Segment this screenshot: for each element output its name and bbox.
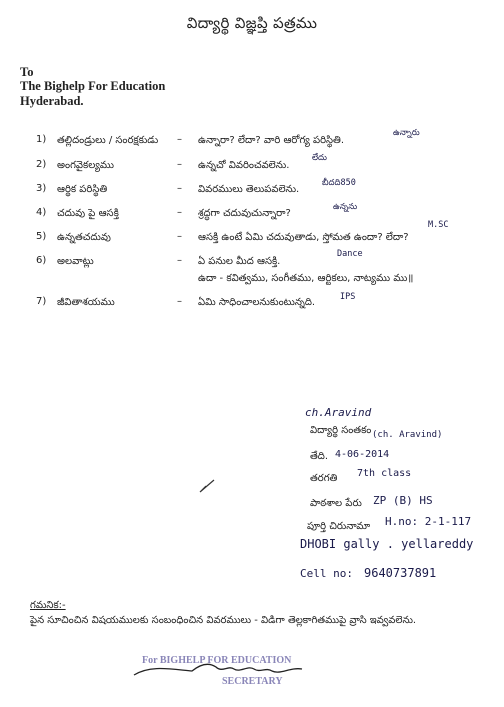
item-label: ఆర్థిక పరిస్థితి xyxy=(57,184,108,195)
item-question: ఏ పనుల మీద ఆసక్తి. xyxy=(198,256,281,267)
item-label: అలవాట్లు xyxy=(57,256,94,267)
dash-separator: – xyxy=(177,183,182,194)
item-answer: ఉన్నారు xyxy=(393,128,420,138)
item-question: ఉన్నచో వివరించవలెను. xyxy=(198,160,290,171)
dash-separator: – xyxy=(177,255,182,266)
item-question: ఉన్నారా? లేదా? వారి ఆరోగ్య పరిస్థితి. xyxy=(198,135,345,146)
address-line2: DHOBI gally . yellareddy xyxy=(300,537,474,551)
class-label: తరగతి xyxy=(310,473,338,484)
item-label: తల్లిదండ్రులు / సంరక్షకుడు xyxy=(57,135,159,146)
address-label: పూర్తి చిరునామా xyxy=(307,521,371,532)
school-value: ZP (B) HS xyxy=(373,494,433,507)
item-number: 3) xyxy=(36,183,47,194)
item-question: ఏమి సాధించాలనుకుంటున్నది. xyxy=(198,297,316,308)
item-answer: లేదు xyxy=(312,153,327,163)
stamp-org: For BIGHELP FOR EDUCATION xyxy=(142,655,292,666)
item-label: ఉన్నతచదువు xyxy=(57,232,111,243)
student-signature: ch.Aravind xyxy=(305,406,372,419)
item-number: 2) xyxy=(36,159,47,170)
address-value: H.no: 2-1-117 xyxy=(385,515,472,528)
dash-separator: – xyxy=(177,159,182,170)
recipient-org: The Bighelp For Education xyxy=(20,79,166,93)
item-question: శ్రద్ధగా చదువుచున్నారా? xyxy=(198,208,291,219)
date-value: 4-06-2014 xyxy=(335,449,390,460)
class-value: 7th class xyxy=(357,468,412,479)
item-number: 4) xyxy=(36,207,47,218)
dash-separator: – xyxy=(177,207,182,218)
pen-mark xyxy=(198,476,218,496)
date-label: తేది. xyxy=(310,451,329,462)
cell-value: 9640737891 xyxy=(364,566,437,580)
dash-separator: – xyxy=(177,296,182,307)
item-answer: IPS xyxy=(340,292,356,302)
item-question: ఆసక్తి ఉంటే ఏమి చదువుతాడు, స్తోమత ఉందా? లేదా? xyxy=(198,232,409,243)
recipient-city: Hyderabad. xyxy=(20,94,84,108)
item-number: 1) xyxy=(36,134,47,145)
item-question: వివరములు తెలుపవలెను. xyxy=(198,184,300,195)
item-answer: బీదది850 xyxy=(322,178,356,188)
item-label: చదువు పై ఆసక్తి xyxy=(57,208,119,219)
item-number: 7) xyxy=(36,296,47,307)
school-label: పాఠశాల పేరు xyxy=(310,498,362,509)
student-name: (ch. Aravind) xyxy=(372,430,443,440)
habits-examples: ఉదా - కవిత్వము, సంగీతము, ఆర్టికలు, నాట్యము ము॥ xyxy=(198,273,414,284)
cell-label: Cell no: xyxy=(300,567,353,580)
item-answer: ఉన్నను xyxy=(333,202,358,212)
stamp-role: SECRETARY xyxy=(222,676,283,687)
note-heading: గమనిక:- xyxy=(30,600,66,611)
item-label: జీవితాశయము xyxy=(57,297,115,308)
student-sign-label: విద్యార్థి సంతకం xyxy=(310,425,372,436)
item-answer: M.SC xyxy=(428,220,449,230)
to-line: To xyxy=(20,65,34,79)
item-number: 6) xyxy=(36,255,47,266)
document-title: విద్యార్థి విజ్ఞప్తి పత్రము xyxy=(186,14,318,32)
dash-separator: – xyxy=(177,134,182,145)
item-label: అంగవైకల్యము xyxy=(57,160,114,171)
item-number: 5) xyxy=(36,231,47,242)
secretary-signature-icon xyxy=(130,655,310,685)
dash-separator: – xyxy=(177,231,182,242)
note-text: పైన సూచించిన విషయములకు సంబంధించిన వివరములు - విడిగా తెల్లకాగితముపై వ్రాసి ఇవ్వవలెను. xyxy=(30,615,417,626)
item-answer: Dance xyxy=(337,249,363,259)
